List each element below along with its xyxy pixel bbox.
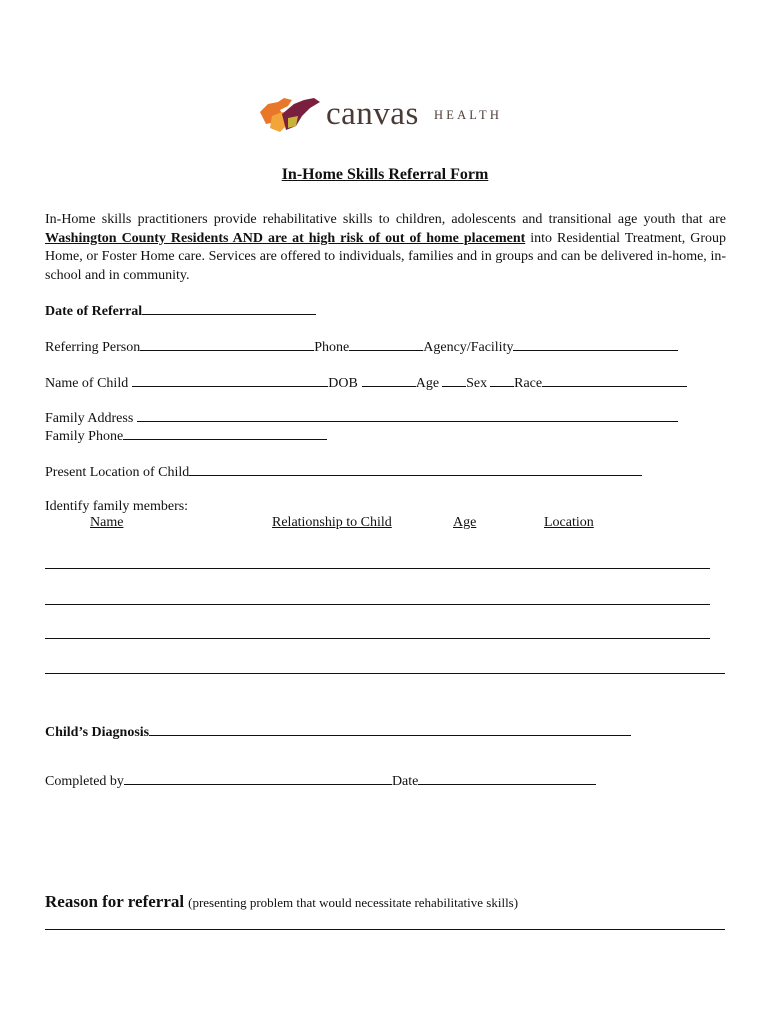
referring-person-label: Referring Person xyxy=(45,340,141,355)
race-field[interactable] xyxy=(542,373,687,387)
sex-field[interactable] xyxy=(490,373,514,387)
canvas-health-logo xyxy=(258,94,520,138)
family-address-label: Family Address xyxy=(45,411,134,426)
family-phone-label: Family Phone xyxy=(45,429,124,444)
agency-field[interactable] xyxy=(513,337,678,351)
completed-by-row xyxy=(45,771,596,791)
brush-stroke-logo-icon xyxy=(258,94,328,138)
date-of-referral-field[interactable] xyxy=(142,301,316,315)
reason-title: Reason for referral xyxy=(45,892,185,911)
family-address-field[interactable] xyxy=(137,408,678,422)
intro-bold-text: Washington County Residents AND are at high risk of out of home placement xyxy=(45,230,526,246)
childs-diagnosis-row xyxy=(45,722,631,742)
child-info-row xyxy=(45,373,687,393)
date-of-referral-label: Date of Referral xyxy=(45,304,143,319)
column-age-header: Age xyxy=(453,515,477,530)
family-phone-row xyxy=(45,426,327,446)
age-field[interactable] xyxy=(442,373,466,387)
race-label: Race xyxy=(514,376,543,391)
childs-diagnosis-label: Child’s Diagnosis xyxy=(45,725,150,740)
date-field[interactable] xyxy=(418,771,596,785)
family-member-line-4[interactable] xyxy=(45,673,725,674)
childs-diagnosis-field[interactable] xyxy=(149,722,631,736)
reason-for-referral-line[interactable] xyxy=(45,929,725,930)
name-of-child-field[interactable] xyxy=(132,373,328,387)
completed-by-label: Completed by xyxy=(45,774,124,789)
column-location-header: Location xyxy=(544,515,594,530)
dob-label: DOB xyxy=(328,376,358,391)
form-title: In-Home Skills Referral Form xyxy=(281,166,489,183)
family-phone-field[interactable] xyxy=(123,426,327,440)
reason-note: (presenting problem that would necessitate rehabilitative skills) xyxy=(188,895,519,910)
date-of-referral-row xyxy=(45,301,316,321)
logo-brand-text: canvas xyxy=(326,96,419,132)
intro-text-1: In-Home skills practitioners provide rehabilitative skills to children, adolescents and transitional age youth that are xyxy=(45,212,726,227)
family-address-row xyxy=(45,408,678,428)
referring-person-field[interactable] xyxy=(140,337,314,351)
referring-person-row xyxy=(45,337,678,357)
phone-field[interactable] xyxy=(349,337,423,351)
logo-subtitle-text: HEALTH xyxy=(434,108,503,122)
reason-for-referral-heading xyxy=(45,892,518,912)
present-location-row xyxy=(45,462,642,482)
date-label: Date xyxy=(391,774,419,789)
family-member-line-2[interactable] xyxy=(45,604,710,605)
sex-label: Sex xyxy=(466,376,488,391)
column-name-header: Name xyxy=(90,515,124,530)
column-relationship-header: Relationship to Child xyxy=(272,515,392,530)
family-member-line-1[interactable] xyxy=(45,568,710,569)
present-location-field[interactable] xyxy=(189,462,642,476)
dob-field[interactable] xyxy=(362,373,416,387)
family-member-line-3[interactable] xyxy=(45,638,710,639)
identify-family-label: Identify family members: xyxy=(45,499,189,514)
intro-paragraph xyxy=(45,211,726,285)
intro-text-2: into Residential Treatment, Group Home, or Foster Home care. Services are offered to individuals, families and in groups and can be delivered in-home, in-school and in community. xyxy=(45,230,726,283)
completed-by-field[interactable] xyxy=(124,771,392,785)
age-label: Age xyxy=(415,376,440,391)
present-location-label: Present Location of Child xyxy=(45,465,190,480)
name-of-child-label: Name of Child xyxy=(45,376,129,391)
phone-label: Phone xyxy=(314,340,350,355)
agency-label: Agency/Facility xyxy=(423,340,514,355)
